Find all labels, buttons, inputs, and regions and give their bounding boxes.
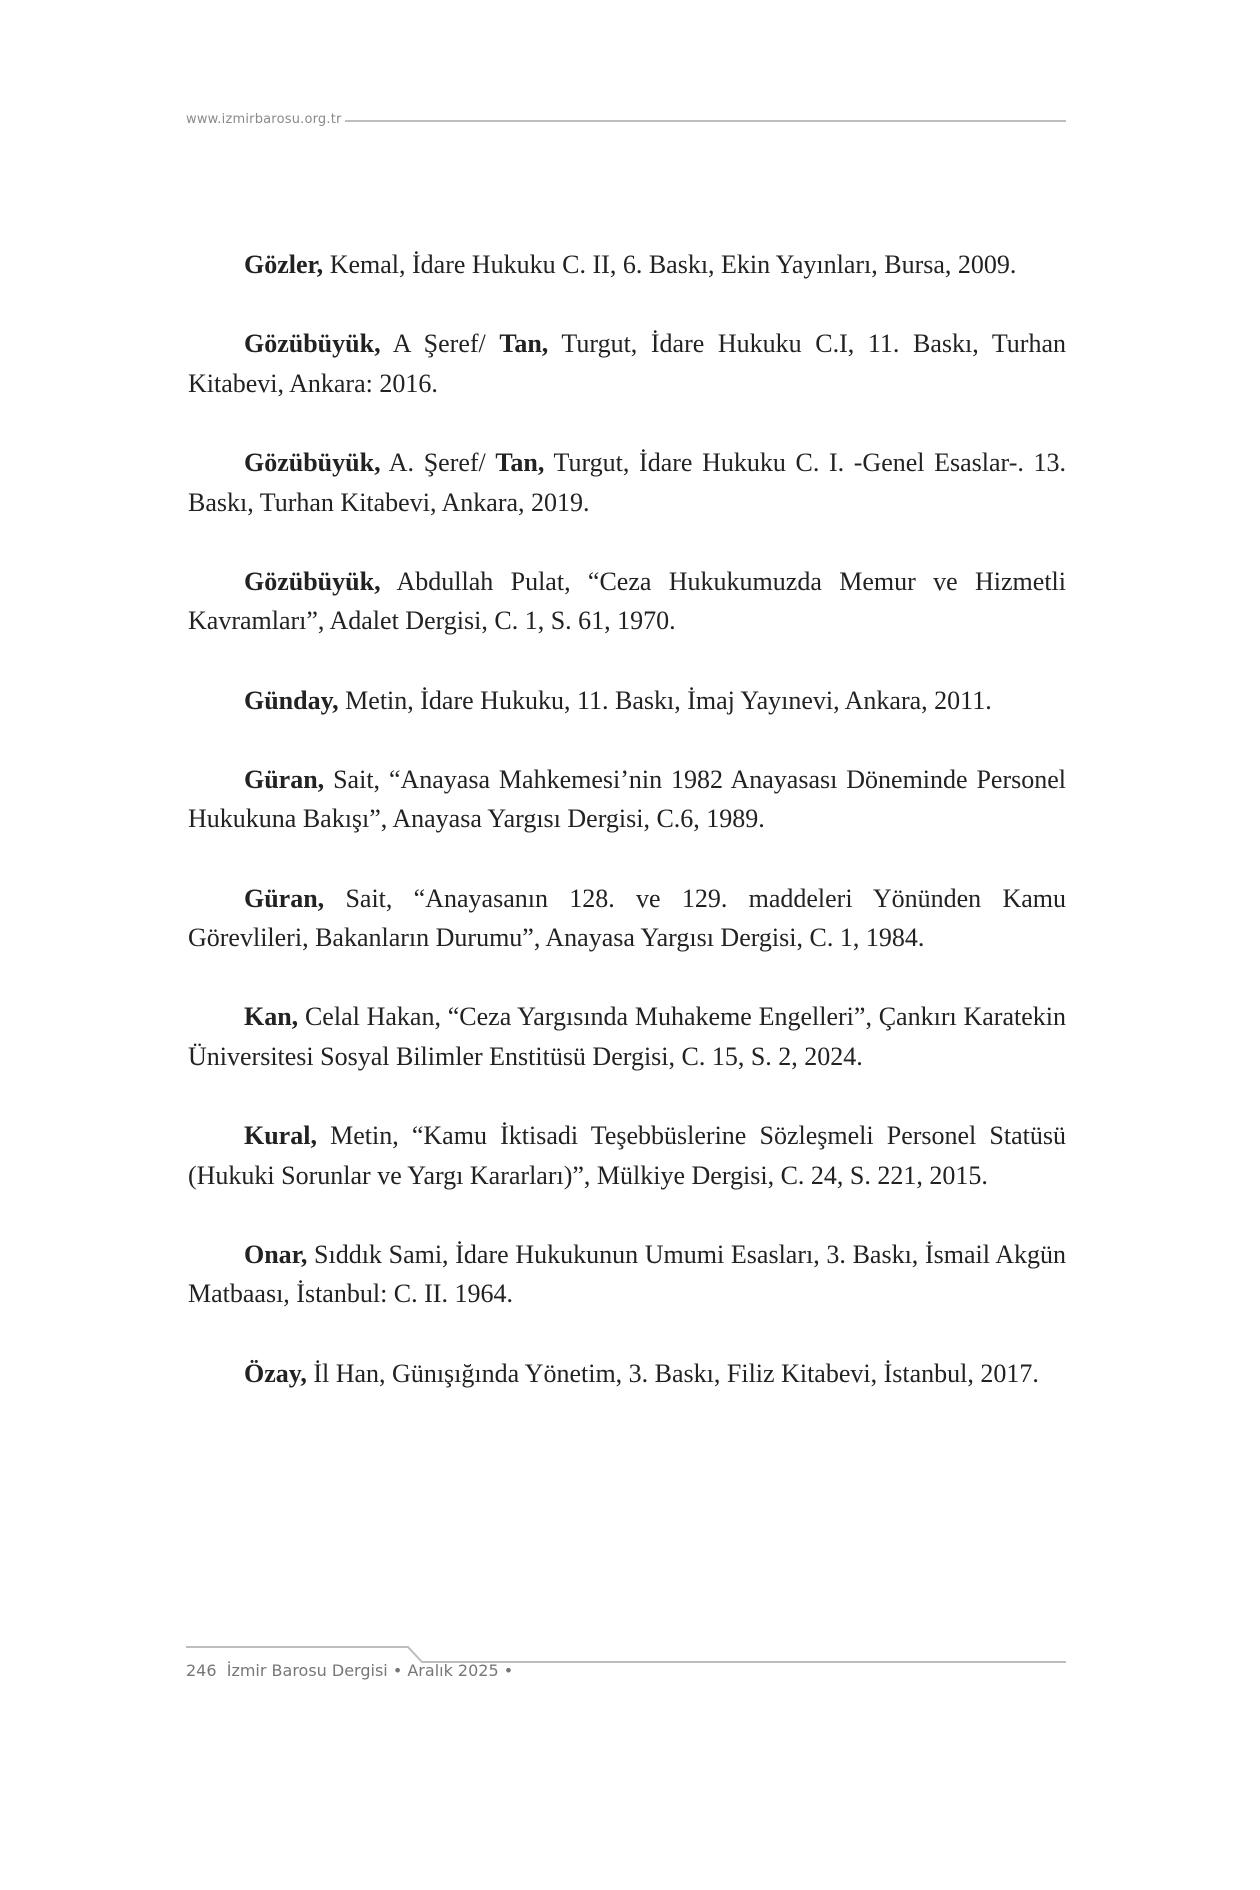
bibliography-entry (188, 443, 1066, 522)
page-header (186, 112, 1066, 127)
header-rule (345, 120, 1066, 122)
bibliography-entry (188, 1116, 1066, 1195)
footer-separator: • (392, 1661, 403, 1680)
entry-text: Turgut, İdare Hukuku C.I, 11. Baskı, Turhan Kitabevi, Ankara: 2016. (188, 329, 1066, 398)
entry-author: Özay, (244, 1358, 307, 1388)
entry-text: A. Şeref/ (380, 447, 496, 477)
entry-author: Güran, (244, 764, 325, 794)
entry-author: Onar, (244, 1239, 308, 1269)
journal-issue: Aralık 2025 (407, 1661, 499, 1680)
bibliography-entry (188, 1354, 1066, 1394)
entry-author: Güran, (244, 883, 325, 913)
entry-text: İl Han, Günışığında Yönetim, 3. Baskı, Filiz Kitabevi, İstanbul, 2017. (306, 1358, 1039, 1388)
journal-name: İzmir Barosu Dergisi (226, 1661, 388, 1680)
footer-text (186, 1661, 513, 1680)
bibliography-entry (188, 681, 1066, 721)
entry-author: Gözübüyük, (244, 329, 381, 359)
entry-text: A Şeref/ (380, 329, 500, 359)
bibliography-entry (188, 1235, 1066, 1314)
entry-author: Kan, (244, 1002, 299, 1032)
entry-author: Kural, (244, 1121, 317, 1151)
bibliography-entry (188, 997, 1066, 1076)
page-footer (186, 1645, 1066, 1685)
entry-text: Kemal, İdare Hukuku C. II, 6. Baskı, Ekin Yayınları, Bursa, 2009. (323, 250, 1017, 279)
entry-author: Tan, (495, 447, 545, 477)
entry-text: Metin, İdare Hukuku, 11. Baskı, İmaj Yayınevi, Ankara, 2011. (338, 685, 992, 715)
footer-separator: • (503, 1661, 514, 1680)
header-url: www.izmirbarosu.org.tr (186, 112, 342, 127)
bibliography-entry (188, 760, 1066, 839)
entry-text: Turgut, İdare Hukuku C. I. -Genel Esaslar-. 13. Baskı, Turhan Kitabevi, Ankara, 2019. (188, 447, 1066, 517)
entry-author: Tan, (499, 329, 549, 359)
entry-text: Metin, “Kamu İktisadi Teşebbüslerine Sözleşmeli Personel Statüsü (Hukuki Sorunlar ve Yargı Kararları)”, Mülkiye Dergisi, C. 24, S. 221, 2015. (188, 1121, 1066, 1190)
bibliography-entry (188, 879, 1066, 958)
entry-text: Sait, “Anayasanın 128. ve 129. maddeleri Yönünden Kamu Görevlileri, Bakanların Durumu”, Anayasa Yargısı Dergisi, C. 1, 1984. (188, 883, 1066, 953)
bibliography-entry (188, 245, 1066, 285)
entry-text: Celal Hakan, “Ceza Yargısında Muhakeme Engelleri”, Çankırı Karatekin Üniversitesi Sosyal Bilimler Enstitüsü Dergisi, C. 15, S. 2, 2024. (188, 1002, 1066, 1071)
entry-author: Gözler, (244, 250, 324, 279)
entry-text: Abdullah Pulat, “Ceza Hukukumuzda Memur ve Hizmetli Kavramları”, Adalet Dergisi, C. 1, S. 61, 1970. (188, 566, 1066, 636)
bibliography-entry (188, 562, 1066, 641)
entry-author: Günday, (244, 685, 339, 715)
bibliography-entry (188, 324, 1066, 403)
entry-author: Gözübüyük, (244, 447, 381, 477)
entry-text: Sait, “Anayasa Mahkemesi’nin 1982 Anayasası Döneminde Personel Hukukuna Bakışı”, Anayasa Yargısı Dergisi, C.6, 1989. (188, 764, 1066, 834)
entry-text: Sıddık Sami, İdare Hukukunun Umumi Esasları, 3. Baskı, İsmail Akgün Matbaası, İstanbul: C. II. 1964. (188, 1239, 1066, 1309)
bibliography (188, 245, 1066, 1433)
page-number: 246 (186, 1661, 217, 1680)
entry-author: Gözübüyük, (244, 566, 381, 596)
